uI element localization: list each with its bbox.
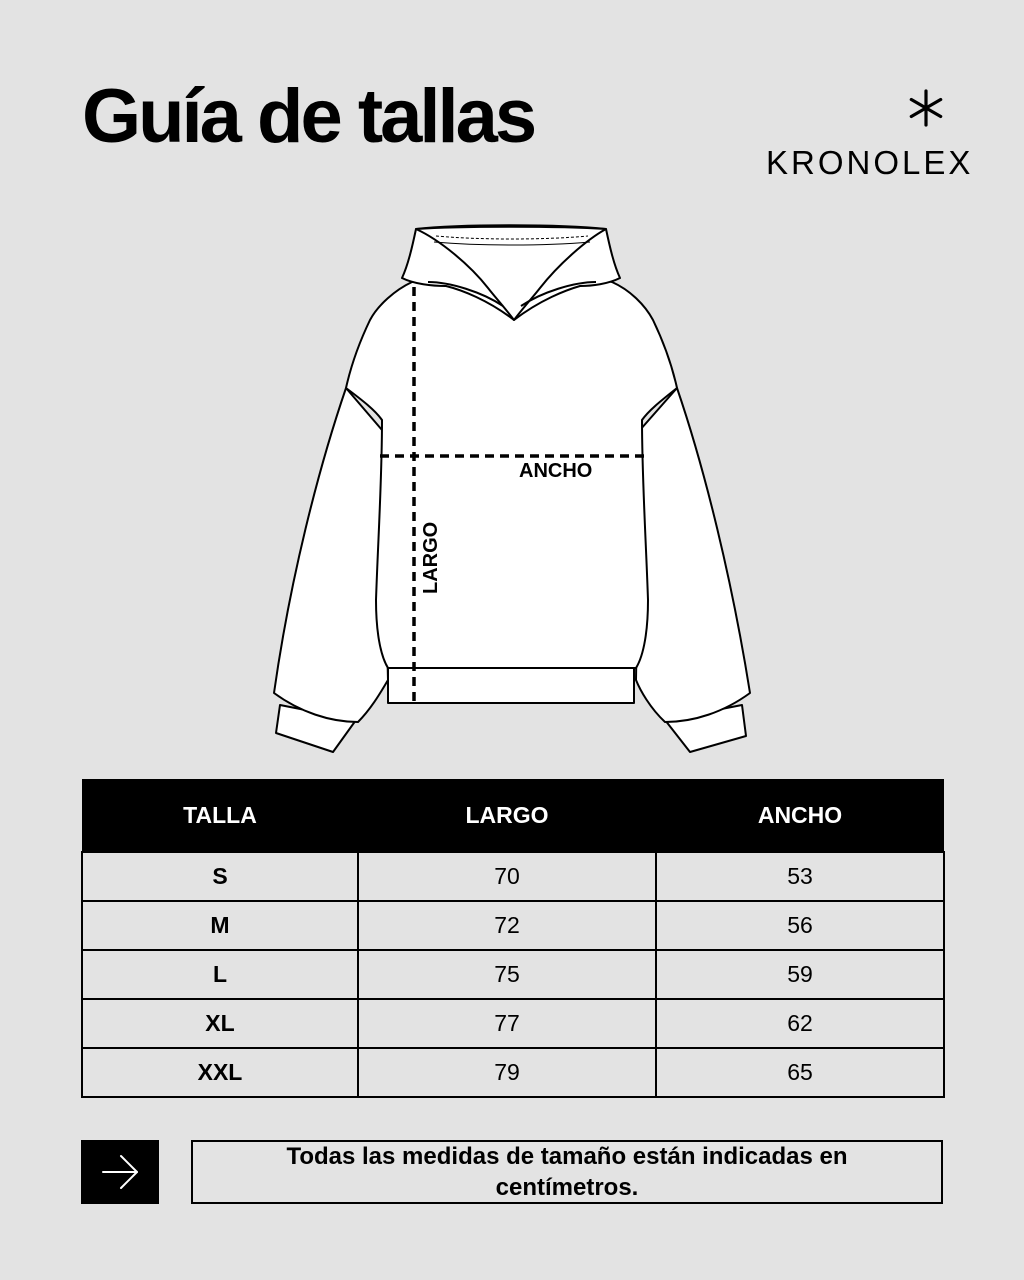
units-note: Todas las medidas de tamaño están indicadas en centímetros. [191, 1140, 943, 1204]
size-cell: S [82, 852, 358, 901]
table-row [82, 1048, 944, 1097]
table-header-row [82, 779, 944, 852]
table-row [82, 901, 944, 950]
page-title: Guía de tallas [82, 74, 535, 159]
size-cell: XXL [82, 1048, 358, 1097]
size-cell: L [82, 950, 358, 999]
width-cell: 56 [656, 901, 944, 950]
width-label: ANCHO [519, 460, 593, 482]
table-row [82, 852, 944, 901]
column-header-largo: LARGO [358, 779, 656, 852]
width-cell: 53 [656, 852, 944, 901]
hoodie-body [346, 280, 677, 668]
asterisk-icon [906, 88, 946, 128]
next-arrow-button[interactable] [81, 1140, 159, 1204]
right-sleeve [636, 388, 750, 722]
left-sleeve [274, 388, 388, 722]
table-row [82, 999, 944, 1048]
length-cell: 75 [358, 950, 656, 999]
length-cell: 70 [358, 852, 656, 901]
column-header-ancho: ANCHO [656, 779, 944, 852]
length-cell: 72 [358, 901, 656, 950]
size-cell: XL [82, 999, 358, 1048]
brand-name: KRONOLEX [766, 144, 974, 181]
hoodie-diagram [260, 215, 760, 760]
length-cell: 79 [358, 1048, 656, 1097]
size-cell: M [82, 901, 358, 950]
length-cell: 77 [358, 999, 656, 1048]
width-cell: 65 [656, 1048, 944, 1097]
brand-logo [760, 86, 990, 186]
table-row [82, 950, 944, 999]
size-table [81, 779, 945, 1098]
arrow-right-icon [99, 1151, 141, 1193]
column-header-talla: TALLA [82, 779, 358, 852]
width-cell: 62 [656, 999, 944, 1048]
waistband [388, 668, 634, 703]
length-label: LARGO [420, 521, 442, 594]
width-cell: 59 [656, 950, 944, 999]
